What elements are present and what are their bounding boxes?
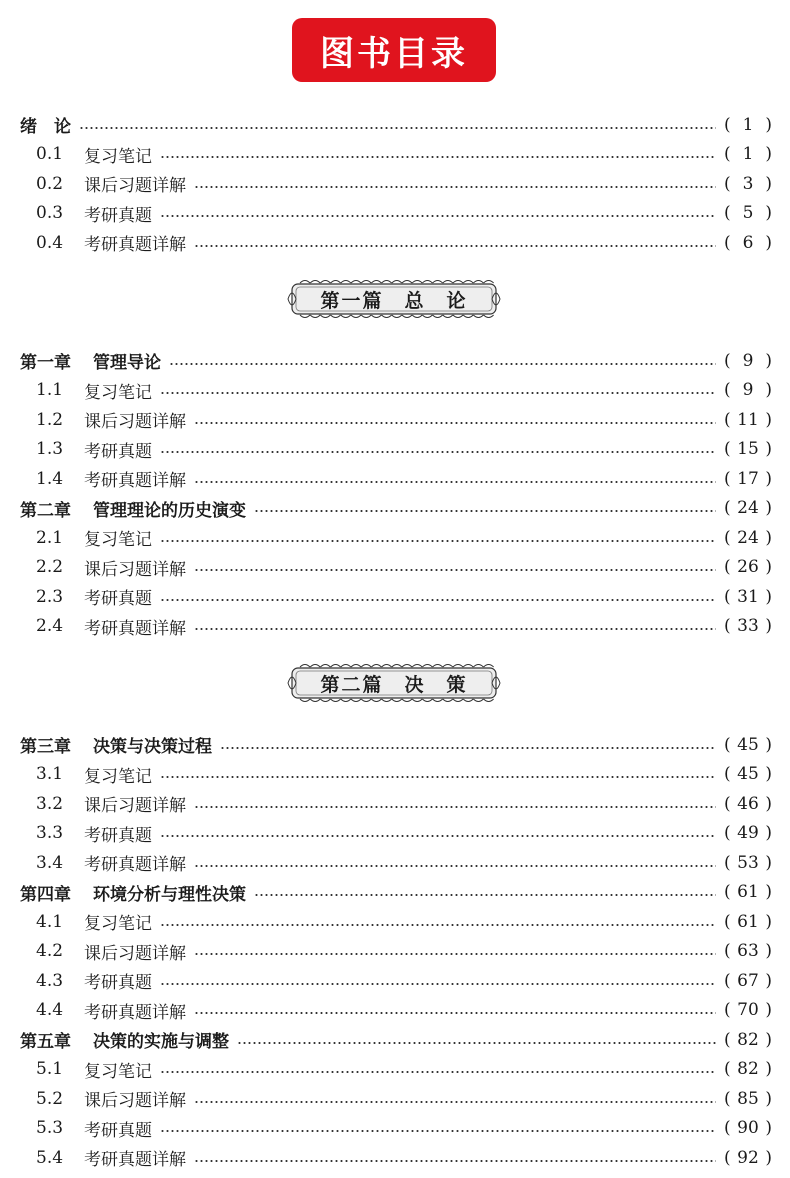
toc-page-number: ( 85 )	[724, 1088, 772, 1109]
toc-chapter-row[interactable]	[20, 730, 772, 759]
toc-chapter-row[interactable]	[20, 878, 772, 907]
section-title: 复习笔记	[84, 382, 152, 403]
section-number: 5.2	[36, 1088, 64, 1109]
section-title: 课后习题详解	[84, 412, 186, 432]
leader-dots	[254, 510, 716, 512]
section-title: 考研真题	[84, 441, 152, 462]
leader-dots	[237, 1042, 716, 1044]
chapter-number: 第三章	[20, 737, 71, 757]
toc-page-number: ( 11 )	[724, 409, 772, 430]
toc-page-number: ( 92 )	[724, 1147, 772, 1168]
toc-chapter-row[interactable]	[20, 1025, 772, 1054]
part-header	[286, 278, 502, 320]
leader-dots	[160, 1071, 716, 1073]
toc-section-row[interactable]	[36, 553, 772, 582]
section-number: 3.1	[36, 764, 64, 784]
toc-banner-title: 图书目录	[320, 33, 468, 74]
toc-page-number: ( 70 )	[724, 1000, 772, 1020]
leader-dots	[194, 422, 716, 424]
leader-dots	[194, 569, 716, 571]
section-title: 考研真题	[84, 973, 152, 993]
toc-section-row[interactable]	[36, 966, 772, 995]
leader-dots	[160, 1130, 716, 1132]
toc-chapter-row[interactable]	[20, 346, 772, 375]
toc-page-number: ( 31 )	[724, 586, 772, 607]
leader-dots	[160, 215, 716, 217]
leader-dots	[194, 481, 716, 483]
toc-section-row[interactable]	[36, 169, 772, 198]
toc-page-number: ( 6 )	[724, 232, 772, 253]
toc-section-row[interactable]	[36, 1055, 772, 1084]
toc-page-number: ( 67 )	[724, 970, 772, 991]
leader-dots	[220, 747, 716, 749]
toc-chapter-row[interactable]	[20, 110, 772, 139]
toc-page-number: ( 33 )	[724, 616, 772, 636]
toc-section-row[interactable]	[36, 199, 772, 228]
toc-page-number: ( 49 )	[724, 823, 772, 843]
toc-page-number: ( 1 )	[724, 144, 772, 164]
section-title: 考研真题详解	[84, 855, 186, 875]
section-number: 3.3	[36, 823, 64, 843]
toc-section-row[interactable]	[36, 612, 772, 641]
leader-dots	[194, 628, 716, 630]
section-number: 2.4	[36, 616, 64, 636]
toc-page-number: ( 1 )	[724, 114, 772, 135]
leader-dots	[160, 392, 716, 394]
leader-dots	[194, 806, 716, 808]
toc-section-row[interactable]	[36, 1084, 772, 1113]
toc-page-number: ( 61 )	[724, 911, 772, 932]
leader-dots	[160, 924, 716, 926]
section-title: 考研真题详解	[84, 618, 186, 639]
toc-banner	[292, 18, 496, 82]
section-number: 4.4	[36, 1000, 64, 1020]
chapter-title: 决策与决策过程	[93, 737, 212, 757]
section-title: 课后习题详解	[84, 943, 186, 964]
toc-page-number: ( 15 )	[724, 439, 772, 459]
chapter-number: 第五章	[20, 1032, 71, 1052]
part-title: 第二篇 决 策	[320, 673, 468, 696]
toc-section-row[interactable]	[36, 405, 772, 434]
toc-section-row[interactable]	[36, 1114, 772, 1143]
section-title: 复习笔记	[84, 766, 152, 787]
leader-dots	[194, 953, 716, 955]
toc-page-number: ( 45 )	[724, 764, 772, 784]
section-number: 1.1	[36, 380, 64, 400]
section-title: 考研真题	[84, 589, 152, 609]
section-title: 课后习题详解	[84, 176, 186, 196]
section-number: 0.1	[36, 144, 64, 164]
section-number: 4.1	[36, 911, 64, 932]
toc-section-row[interactable]	[36, 996, 772, 1025]
section-title: 课后习题详解	[84, 559, 186, 580]
leader-dots	[160, 451, 716, 453]
toc-page-number: ( 82 )	[724, 1059, 772, 1079]
toc-page-number: ( 46 )	[724, 793, 772, 814]
toc-section-row[interactable]	[36, 819, 772, 848]
toc-page-number: ( 9 )	[724, 380, 772, 400]
leader-dots	[160, 599, 716, 601]
toc-section-row[interactable]	[36, 937, 772, 966]
toc-page-number: ( 9 )	[724, 350, 772, 371]
toc-page-number: ( 24 )	[724, 527, 772, 548]
chapter-title: 管理理论的历史演变	[93, 500, 246, 521]
section-title: 考研真题	[84, 205, 152, 226]
toc-page-number: ( 5 )	[724, 203, 772, 223]
toc-section-row[interactable]	[36, 907, 772, 936]
leader-dots	[194, 865, 716, 867]
toc-page-number: ( 26 )	[724, 557, 772, 577]
part-title: 第一篇 总 论	[320, 289, 468, 312]
section-number: 0.2	[36, 173, 64, 194]
section-number: 4.3	[36, 970, 64, 991]
part-header	[286, 662, 502, 704]
section-number: 1.2	[36, 409, 64, 430]
chapter-number: 第一章	[20, 353, 71, 373]
section-title: 复习笔记	[84, 146, 152, 167]
chapter-number: 第二章	[20, 500, 71, 521]
toc-section-row[interactable]	[36, 376, 772, 405]
section-number: 3.4	[36, 852, 64, 873]
chapter-number: 第四章	[20, 884, 71, 905]
leader-dots	[194, 1160, 716, 1162]
section-number: 0.3	[36, 203, 64, 223]
chapter-title: 绪 论	[20, 117, 71, 137]
toc-page-number: ( 82 )	[724, 1029, 772, 1050]
section-number: 5.3	[36, 1118, 64, 1138]
toc-page-number: ( 63 )	[724, 941, 772, 961]
section-number: 2.2	[36, 557, 64, 577]
section-number: 2.1	[36, 527, 64, 548]
leader-dots	[194, 1101, 716, 1103]
section-title: 考研真题	[84, 1120, 152, 1141]
toc-section-row[interactable]	[36, 1143, 772, 1172]
section-title: 考研真题详解	[84, 471, 186, 491]
leader-dots	[160, 156, 716, 158]
section-title: 课后习题详解	[84, 1091, 186, 1111]
toc-section-row[interactable]	[36, 582, 772, 611]
leader-dots	[79, 127, 716, 129]
toc-section-row[interactable]	[36, 435, 772, 464]
toc-section-row[interactable]	[36, 523, 772, 552]
leader-dots	[160, 983, 716, 985]
toc-chapter-row[interactable]	[20, 494, 772, 523]
section-number: 1.3	[36, 439, 64, 459]
toc-page-number: ( 3 )	[724, 173, 772, 194]
toc-page-number: ( 61 )	[724, 882, 772, 902]
section-title: 复习笔记	[84, 530, 152, 550]
leader-dots	[160, 776, 716, 778]
leader-dots	[194, 186, 716, 188]
chapter-title: 决策的实施与调整	[93, 1032, 229, 1052]
section-title: 考研真题详解	[84, 235, 186, 255]
section-number: 1.4	[36, 468, 64, 489]
section-number: 4.2	[36, 941, 64, 961]
section-title: 复习笔记	[84, 914, 152, 934]
section-title: 复习笔记	[84, 1061, 152, 1082]
chapter-title: 管理导论	[93, 353, 161, 373]
section-number: 5.4	[36, 1147, 64, 1168]
toc-section-row[interactable]	[36, 760, 772, 789]
toc-page-number: ( 24 )	[724, 498, 772, 518]
leader-dots	[160, 835, 716, 837]
section-number: 3.2	[36, 793, 64, 814]
toc-section-row[interactable]	[36, 140, 772, 169]
section-title: 课后习题详解	[84, 796, 186, 816]
toc-page-number: ( 53 )	[724, 852, 772, 873]
section-title: 考研真题详解	[84, 1002, 186, 1023]
section-title: 考研真题详解	[84, 1150, 186, 1170]
toc-page-number: ( 17 )	[724, 468, 772, 489]
toc-section-row[interactable]	[36, 789, 772, 818]
leader-dots	[254, 894, 716, 896]
toc-page-number: ( 90 )	[724, 1118, 772, 1138]
toc-section-row[interactable]	[36, 228, 772, 257]
section-number: 2.3	[36, 586, 64, 607]
toc-page-number: ( 45 )	[724, 734, 772, 755]
chapter-title: 环境分析与理性决策	[93, 884, 246, 905]
leader-dots	[169, 363, 716, 365]
leader-dots	[194, 245, 716, 247]
toc-section-row[interactable]	[36, 464, 772, 493]
section-number: 5.1	[36, 1059, 64, 1079]
toc-section-row[interactable]	[36, 848, 772, 877]
leader-dots	[160, 540, 716, 542]
section-number: 0.4	[36, 232, 64, 253]
section-title: 考研真题	[84, 825, 152, 846]
leader-dots	[194, 1012, 716, 1014]
